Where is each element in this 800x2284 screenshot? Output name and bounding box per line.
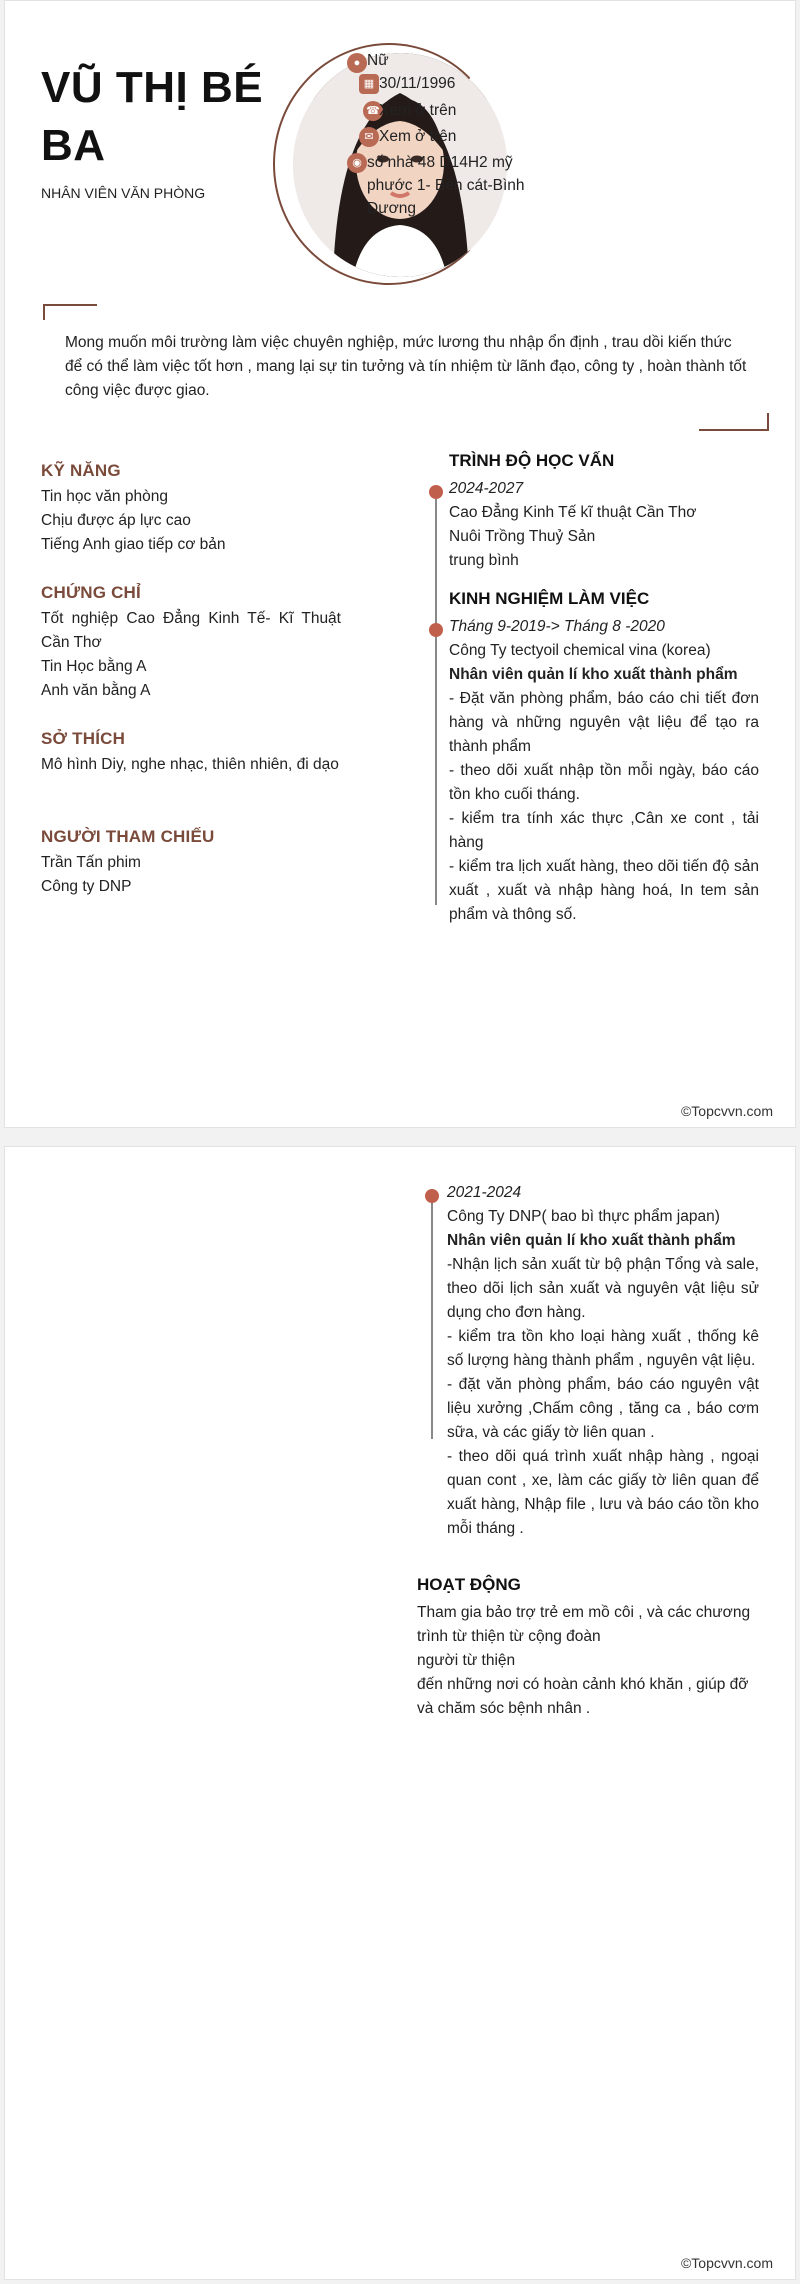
birthday-value: 30/11/1996 <box>379 75 456 92</box>
calendar-icon: ▦ <box>359 74 379 94</box>
job-duty: - theo dõi xuất nhập tồn mỗi ngày, báo cáo tồn kho cuối tháng. <box>449 762 759 803</box>
skill-item: Tiếng Anh giao tiếp cơ bản <box>41 536 226 553</box>
certificate-item: Tốt nghiệp Cao Đẳng Kinh Tế- Kĩ Thuật Cần Thơ <box>41 610 341 651</box>
job-company: Công Ty tectyoil chemical vina (korea) <box>449 642 711 659</box>
footer-watermark: ©Topcvvn.com <box>680 1103 773 1119</box>
certificates-list <box>41 607 341 703</box>
education-title: TRÌNH ĐỘ HỌC VẤN <box>449 451 615 470</box>
experience-entry <box>447 1181 759 1541</box>
hobbies-text: Mô hình Diy, nghe nhạc, thiên nhiên, đi dạo <box>41 756 339 773</box>
reference-item: Công ty DNP <box>41 878 132 895</box>
phone-value: Xem ở trên <box>379 102 457 119</box>
job-duty: - Đặt văn phòng phẩm, báo cáo chi tiết đơn hàng và những nguyên vật liệu để tạo ra thành phẩm <box>449 690 759 755</box>
certificate-item: Anh văn bằng A <box>41 682 151 699</box>
job-duty: -Nhận lịch sản xuất từ bộ phận Tổng và sale, theo dõi lịch sản xuất và nguyên vật liệu sử dụng cho đơn hàng. <box>447 1256 759 1321</box>
job-duty: - đặt văn phòng phẩm, báo cáo nguyên vật liệu xưởng ,Chấm công , tăng ca , báo cơm sữa, và các giấy tờ liên quan . <box>447 1376 759 1441</box>
education-major: Nuôi Trồng Thuỷ Sản <box>449 528 596 545</box>
candidate-name: VŨ THỊ BÉ BA <box>41 63 264 170</box>
skill-item: Tin học văn phòng <box>41 488 168 505</box>
education-grade: trung bình <box>449 552 519 569</box>
cv-page-2 <box>4 1146 796 2280</box>
timeline-line <box>431 1189 433 1439</box>
location-pin-icon: ◉ <box>347 153 367 173</box>
timeline-line <box>435 487 437 905</box>
career-objective: Mong muốn môi trường làm việc chuyên nghiệp, mức lương thu nhập ổn định , trau dồi kiến thức để có thể làm việc tốt hơn , mang lại sự tin tưởng và tín nhiệm từ lãnh đạo, công ty , hoàn thành tốt công việc được giao. <box>65 334 747 399</box>
references-title: NGƯỜI THAM CHIẾU <box>41 827 215 846</box>
activity-line: người từ thiện <box>417 1652 516 1669</box>
job-title: NHÂN VIÊN VĂN PHÒNG <box>41 185 206 201</box>
experience-entry <box>449 615 759 927</box>
education-entry <box>449 477 759 573</box>
job-position: Nhân viên quản lí kho xuất thành phẩm <box>447 1232 736 1249</box>
objective-corner-bottom-right <box>699 413 769 431</box>
education-period: 2024-2027 <box>449 480 524 497</box>
activities-text <box>417 1601 759 1721</box>
address-value: số nhà 48 D14H2 mỹ phước 1- Bến cát-Bình Dương <box>367 154 525 217</box>
timeline-dot <box>425 1189 439 1203</box>
job-duty: - kiểm tra tồn kho loại hàng xuất , thống kê số lượng hàng thành phẩm , nguyên vật liệu. <box>447 1328 759 1369</box>
footer-watermark: ©Topcvvn.com <box>680 2255 773 2271</box>
activity-line: Tham gia bảo trợ trẻ em mồ côi , và các chương trình từ thiện từ cộng đoàn <box>417 1604 751 1645</box>
reference-item: Trần Tấn phim <box>41 854 141 871</box>
job-duty: - kiểm tra tính xác thực ,Cân xe cont , tải hàng <box>449 810 759 851</box>
skill-item: Chịu được áp lực cao <box>41 512 191 529</box>
hobbies-title: SỞ THÍCH <box>41 729 126 748</box>
cv-page-1 <box>4 0 796 1128</box>
person-icon: ● <box>347 53 367 73</box>
timeline-dot <box>429 485 443 499</box>
job-period: Tháng 9-2019-> Tháng 8 -2020 <box>449 618 665 635</box>
skills-list <box>41 485 341 557</box>
references-list <box>41 851 341 899</box>
job-position: Nhân viên quản lí kho xuất thành phẩm <box>449 666 738 683</box>
job-period: 2021-2024 <box>447 1184 522 1201</box>
timeline-dot <box>429 623 443 637</box>
job-duty: - kiểm tra lịch xuất hàng, theo dõi tiến độ sản xuất , xuất và nhập hàng hoá, In tem sản phẩm và thông số. <box>449 858 759 923</box>
phone-icon: ☎ <box>363 101 383 121</box>
email-value: Xem ở trên <box>379 128 457 145</box>
mail-icon: ✉ <box>359 127 379 147</box>
certificates-title: CHỨNG CHỈ <box>41 583 141 602</box>
job-duty: - theo dõi quá trình xuất nhập hàng , ngoại quan cont , xe, làm các giấy tờ liên quan để xuất hàng, Nhập file , lưu và báo cáo tồn kho mỗi tháng . <box>447 1448 759 1537</box>
education-school: Cao Đẳng Kinh Tế kĩ thuật Cần Thơ <box>449 504 697 521</box>
activities-title: HOẠT ĐỘNG <box>417 1575 521 1594</box>
skills-title: KỸ NĂNG <box>41 461 121 480</box>
job-company: Công Ty DNP( bao bì thực phẩm japan) <box>447 1208 720 1225</box>
activity-line: đến những nơi có hoàn cảnh khó khăn , giúp đỡ và chăm sóc bệnh nhân . <box>417 1676 749 1717</box>
certificate-item: Tin Học bằng A <box>41 658 147 675</box>
gender-value: Nữ <box>367 52 389 69</box>
objective-corner-top-left <box>43 304 97 320</box>
experience-title: KINH NGHIỆM LÀM VIỆC <box>449 589 650 608</box>
